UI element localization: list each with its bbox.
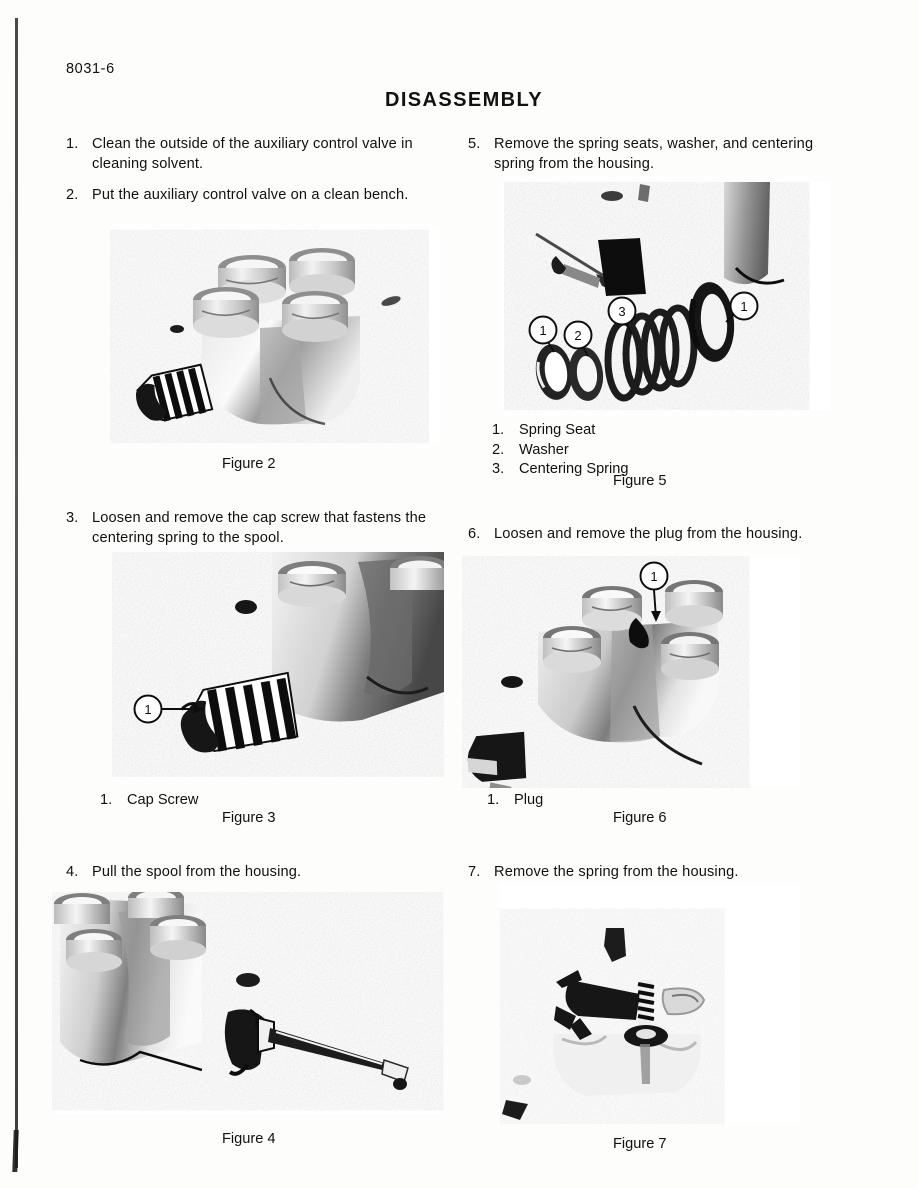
legend-item xyxy=(487,791,543,811)
figure-6-caption: Figure 6 xyxy=(613,810,667,826)
figure-2-caption: Figure 2 xyxy=(222,456,276,472)
figure-5-photo xyxy=(500,182,830,410)
legend-item-label: Spring Seat xyxy=(519,422,596,438)
figure-6-photo xyxy=(462,556,800,788)
svg-text:2: 2 xyxy=(574,328,582,343)
step-2-number: 2. xyxy=(66,187,79,203)
step-3-text: Loosen and remove the cap screw that fastens the centering spring to the spool. xyxy=(92,510,427,546)
svg-text:1: 1 xyxy=(539,323,547,338)
legend-item-label: Plug xyxy=(514,792,544,808)
figure-4-image xyxy=(52,892,444,1114)
step-3 xyxy=(66,508,444,548)
page-number: 8031-6 xyxy=(66,61,115,77)
figure-3-legend xyxy=(100,791,198,811)
svg-text:1: 1 xyxy=(650,569,658,584)
figure-5-image xyxy=(500,182,830,410)
figure-3-image xyxy=(112,552,444,777)
legend-item-number: 1. xyxy=(100,792,113,808)
figure-7-image xyxy=(500,884,800,1124)
step-6-text: Loosen and remove the plug from the housing. xyxy=(494,526,803,542)
legend-item-number: 1. xyxy=(487,792,500,808)
figure-6-image xyxy=(462,556,800,788)
step-5-text: Remove the spring seats, washer, and centering spring from the housing. xyxy=(494,136,814,172)
svg-text:1: 1 xyxy=(740,299,748,314)
legend-item xyxy=(100,791,198,811)
step-2-text: Put the auxiliary control valve on a clean bench. xyxy=(92,187,409,203)
step-7-text: Remove the spring from the housing. xyxy=(494,864,739,880)
step-2 xyxy=(66,185,441,205)
figure-6-legend xyxy=(487,791,543,811)
step-1 xyxy=(66,134,441,174)
figure-7-photo xyxy=(500,884,800,1124)
figure-5-caption: Figure 5 xyxy=(613,473,667,489)
step-1-number: 1. xyxy=(66,136,79,152)
figure-2-image xyxy=(110,228,440,443)
scan-binding-edge xyxy=(15,18,18,1168)
step-7 xyxy=(468,862,846,882)
legend-item-label: Washer xyxy=(519,441,569,458)
page-title: DISASSEMBLY xyxy=(384,89,544,111)
svg-text:1: 1 xyxy=(144,702,152,717)
step-6-number: 6. xyxy=(468,526,481,542)
step-6 xyxy=(468,524,846,544)
legend-item-label: Cap Screw xyxy=(127,792,199,808)
figure-2-photo xyxy=(110,228,440,443)
figure-4-photo xyxy=(52,892,444,1114)
step-4-number: 4. xyxy=(66,864,79,880)
step-1-text: Clean the outside of the auxiliary control valve in cleaning solvent. xyxy=(92,136,413,172)
step-4-text: Pull the spool from the housing. xyxy=(92,864,302,880)
legend-item xyxy=(492,441,629,461)
figure-5-legend xyxy=(492,421,629,480)
step-5-number: 5. xyxy=(468,136,481,152)
legend-item-label: Centering Spring xyxy=(519,461,629,477)
legend-item xyxy=(492,460,629,480)
step-4 xyxy=(66,862,444,882)
legend-item xyxy=(492,421,629,441)
legend-item-number: 2. xyxy=(492,441,505,458)
legend-item-number: 1. xyxy=(492,422,505,438)
svg-text:3: 3 xyxy=(618,304,626,319)
step-7-number: 7. xyxy=(468,864,481,880)
figure-3-caption: Figure 3 xyxy=(222,810,276,826)
figure-7-caption: Figure 7 xyxy=(613,1136,667,1152)
step-3-number: 3. xyxy=(66,510,79,526)
figure-4-caption: Figure 4 xyxy=(222,1131,276,1147)
step-5 xyxy=(468,134,840,174)
figure-3-photo xyxy=(112,552,444,777)
legend-item-number: 3. xyxy=(492,461,505,477)
